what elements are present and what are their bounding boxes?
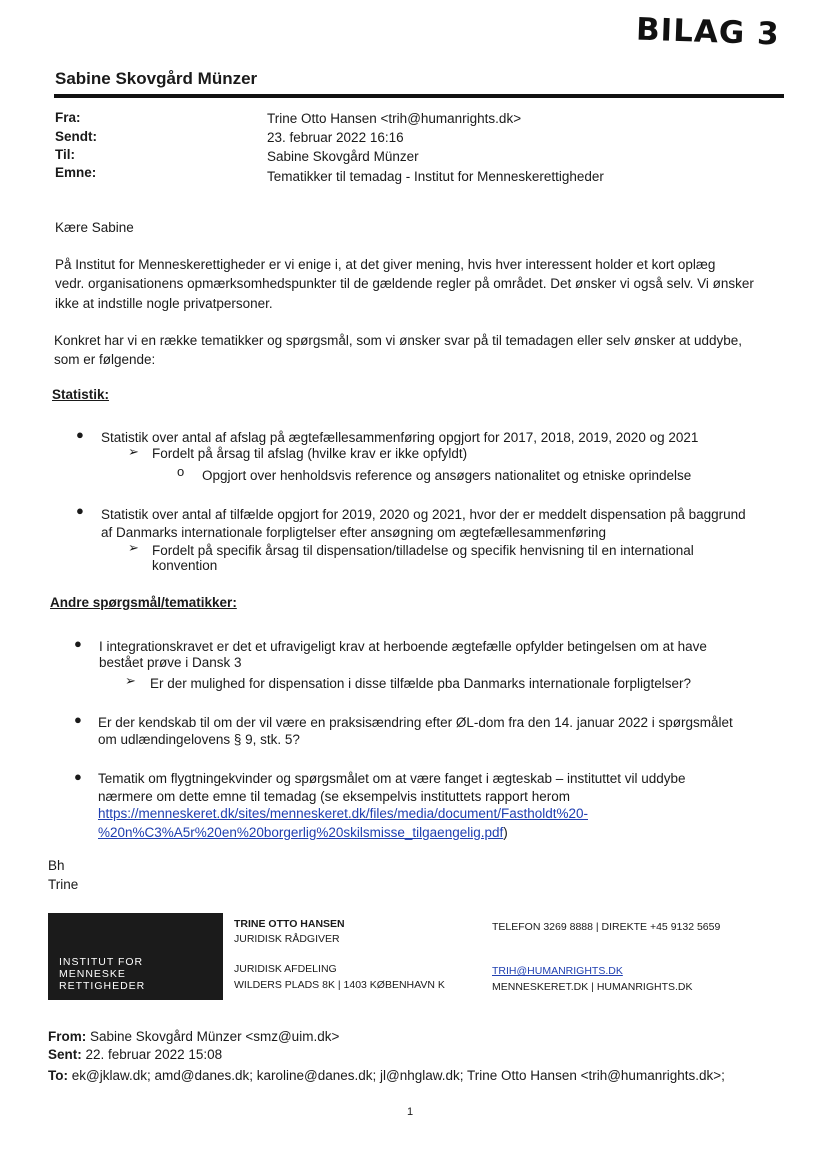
signoff-name: Trine bbox=[48, 877, 79, 892]
paragraph-1-line-2: vedr. organisationens opmærksomhedspunkter til de gældende regler på området. Det ønsker vi også selv. Vi ønsker bbox=[55, 276, 754, 291]
arrow-bullet-icon: ➢ bbox=[128, 540, 139, 555]
circle-bullet-icon: o bbox=[177, 464, 185, 479]
institute-logo bbox=[48, 913, 223, 1000]
statistik-bullet-2-sub-line-1: Fordelt på specifik årsag til dispensation/tilladelse og specifik henvisning til en international bbox=[152, 543, 694, 558]
arrow-bullet-icon: ➢ bbox=[125, 673, 136, 688]
paragraph-1-line-3: ikke at indstille nogle privatpersoner. bbox=[55, 296, 273, 311]
arrow-bullet-icon: ➢ bbox=[128, 444, 139, 459]
signature-role: JURIDISK RÅDGIVER bbox=[234, 933, 340, 945]
quoted-from-value: Sabine Skovgård Münzer <smz@uim.dk> bbox=[90, 1029, 340, 1044]
signature-sites: MENNESKERET.DK | HUMANRIGHTS.DK bbox=[492, 981, 693, 993]
andre-bullet-1-line-1: I integrationskravet er det et ufravigeligt krav at herboende ægtefælle opfylder betingelsen om at have bbox=[99, 639, 707, 654]
signature-address: WILDERS PLADS 8K | 1403 KØBENHAVN K bbox=[234, 979, 445, 991]
bullet-dot-icon: ● bbox=[74, 769, 82, 784]
report-link-line-2[interactable]: %20n%C3%A5r%20en%20borgerlig%20skilsmisse_tilgaengelig.pdf bbox=[98, 825, 504, 840]
signature-name: TRINE OTTO HANSEN bbox=[234, 918, 345, 930]
quoted-from bbox=[48, 1029, 339, 1044]
report-link-line-1[interactable]: https://menneskeret.dk/sites/menneskeret.dk/files/media/document/Fastholdt%20- bbox=[98, 806, 588, 821]
greeting: Kære Sabine bbox=[55, 220, 134, 235]
quoted-sent bbox=[48, 1047, 222, 1062]
statistik-bullet-2-line-1: Statistik over antal af tilfælde opgjort for 2019, 2020 og 2021, hvor der er meddelt dispensation på baggrund bbox=[101, 507, 746, 522]
bullet-dot-icon: ● bbox=[76, 503, 84, 518]
page-number: 1 bbox=[407, 1106, 414, 1118]
signature-email-link[interactable]: TRIH@HUMANRIGHTS.DK bbox=[492, 965, 623, 977]
to-label: Til: bbox=[55, 147, 75, 162]
andre-bullet-3-line-1: Tematik om flygtningekvinder og spørgsmålet om at være fanget i ægteskab – instituttet vil uddybe bbox=[98, 771, 686, 786]
institute-logo-text: INSTITUT FOR MENNESKE RETTIGHEDER bbox=[59, 956, 146, 992]
statistik-bullet-2-sub-line-2: konvention bbox=[152, 558, 218, 573]
statistik-bullet-1-subsub: Opgjort over henholdsvis reference og ansøgers nationalitet og etniske oprindelse bbox=[202, 468, 692, 483]
subject-value: Tematikker til temadag - Institut for Menneskerettigheder bbox=[267, 169, 604, 184]
statistik-bullet-1-sub: Fordelt på årsag til afslag (hvilke krav er ikke opfyldt) bbox=[152, 446, 468, 461]
statistik-bullet-2-line-2: af Danmarks internationale forpligtelser efter ansøgning om ægtefællesammenføring bbox=[101, 525, 606, 540]
sent-value: 23. februar 2022 16:16 bbox=[267, 130, 404, 145]
andre-bullet-1-sub: Er der mulighed for dispensation i disse tilfælde pba Danmarks internationale forpligtelser? bbox=[150, 676, 692, 691]
header-rule bbox=[54, 94, 784, 98]
to-value: Sabine Skovgård Münzer bbox=[267, 149, 419, 164]
quoted-from-label: From: bbox=[48, 1029, 87, 1044]
section-title-statistik: Statistik: bbox=[52, 387, 110, 402]
quoted-sent-value: 22. februar 2022 15:08 bbox=[85, 1047, 223, 1062]
paragraph-2-line-2: som er følgende: bbox=[54, 352, 156, 367]
statistik-bullet-1: Statistik over antal af afslag på ægtefællesammenføring opgjort for 2017, 2018, 2019, 2020 og 2021 bbox=[101, 430, 699, 445]
section-title-andre: Andre spørgsmål/tematikker: bbox=[50, 595, 237, 610]
mailbox-owner-name: Sabine Skovgård Münzer bbox=[55, 69, 258, 88]
andre-bullet-3-line-2: nærmere om dette emne til temadag (se eksempelvis instituttets rapport herom bbox=[98, 789, 570, 804]
quoted-to-value: ek@jklaw.dk; amd@danes.dk; karoline@danes.dk; jl@nhglaw.dk; Trine Otto Hansen <trih@humanrights.dk>; bbox=[71, 1068, 725, 1083]
quoted-to-label: To: bbox=[48, 1068, 68, 1083]
signature-phone: TELEFON 3269 8888 | DIREKTE +45 9132 5659 bbox=[492, 921, 721, 933]
paragraph-1-line-1: På Institut for Menneskerettigheder er vi enige i, at det giver mening, hvis hver interessent holder et kort oplæg bbox=[55, 257, 716, 272]
from-value: Trine Otto Hansen <trih@humanrights.dk> bbox=[267, 111, 522, 126]
andre-bullet-2-line-1: Er der kendskab til om der vil være en praksisændring efter ØL-dom fra den 14. januar 2022 i spørgsmålet bbox=[98, 715, 733, 730]
handwritten-stamp: BILAG 3 bbox=[635, 11, 781, 53]
signature-dept: JURIDISK AFDELING bbox=[234, 963, 337, 975]
paragraph-2-line-1: Konkret har vi en række tematikker og spørgsmål, som vi ønsker svar på til temadagen eller selv ønsker at uddybe, bbox=[54, 333, 743, 348]
bullet-dot-icon: ● bbox=[76, 427, 84, 442]
from-label: Fra: bbox=[55, 110, 81, 125]
closing-paren: ) bbox=[503, 825, 508, 840]
subject-label: Emne: bbox=[55, 165, 97, 180]
quoted-to bbox=[48, 1068, 725, 1083]
andre-bullet-1-line-2: bestået prøve i Dansk 3 bbox=[99, 655, 242, 670]
signoff-bh: Bh bbox=[48, 858, 65, 873]
andre-bullet-2-line-2: om udlændingelovens § 9, stk. 5? bbox=[98, 732, 300, 747]
bullet-dot-icon: ● bbox=[74, 712, 82, 727]
bullet-dot-icon: ● bbox=[74, 636, 82, 651]
sent-label: Sendt: bbox=[55, 129, 97, 144]
quoted-sent-label: Sent: bbox=[48, 1047, 82, 1062]
